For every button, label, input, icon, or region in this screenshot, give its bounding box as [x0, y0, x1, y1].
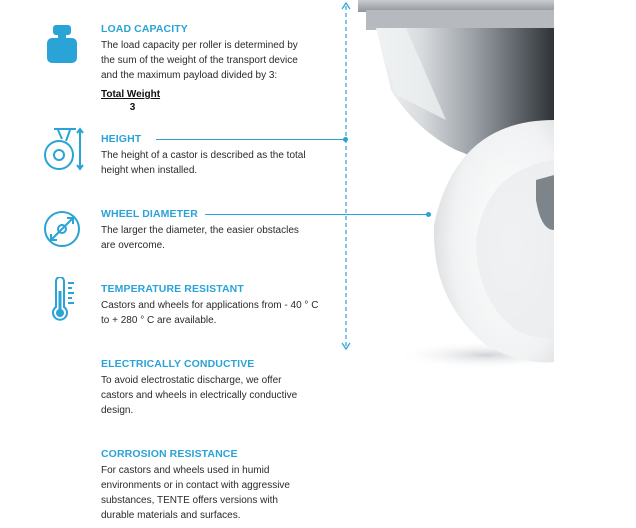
section-text: The height of a castor is described as the total height when installed.	[101, 150, 306, 176]
section-text: To avoid electrostatic discharge, we offer castors and wheels in electrically conductive design.	[101, 375, 298, 416]
castor-height-icon	[40, 125, 86, 171]
formula	[101, 88, 164, 114]
section-load-capacity	[101, 23, 313, 83]
section-corrosion	[101, 448, 306, 523]
section-text: The larger the diameter, the easier obstacles are overcome.	[101, 225, 299, 251]
section-title: LOAD CAPACITY	[101, 23, 188, 35]
section-text: The load capacity per roller is determined by the sum of the weight of the transport device and the maximum payload divided by 3:	[101, 40, 298, 81]
section-text: For castors and wheels used in humid environments or in contact with aggressive substances, TENTE offers versions with durable materials and surfaces.	[101, 465, 290, 521]
section-title: ELECTRICALLY CONDUCTIVE	[101, 358, 255, 370]
section-title: CORROSION RESISTANCE	[101, 448, 238, 460]
castor-wheel-image	[336, 0, 554, 376]
thermometer-icon	[50, 277, 78, 323]
section-title: TEMPERATURE RESISTANT	[101, 283, 244, 295]
formula-numerator: Total Weight	[101, 89, 161, 100]
wheel-diameter-icon	[42, 209, 82, 249]
section-title: HEIGHT	[101, 133, 142, 145]
section-title: WHEEL DIAMETER	[101, 208, 198, 220]
weight-icon	[45, 24, 79, 64]
height-leader-line	[156, 139, 346, 140]
formula-denominator: 3	[129, 102, 136, 113]
section-conductive	[101, 358, 311, 418]
section-text: Castors and wheels for applications from - 40 ° C to + 280 ° C are available.	[101, 300, 319, 326]
section-temperature	[101, 283, 319, 328]
